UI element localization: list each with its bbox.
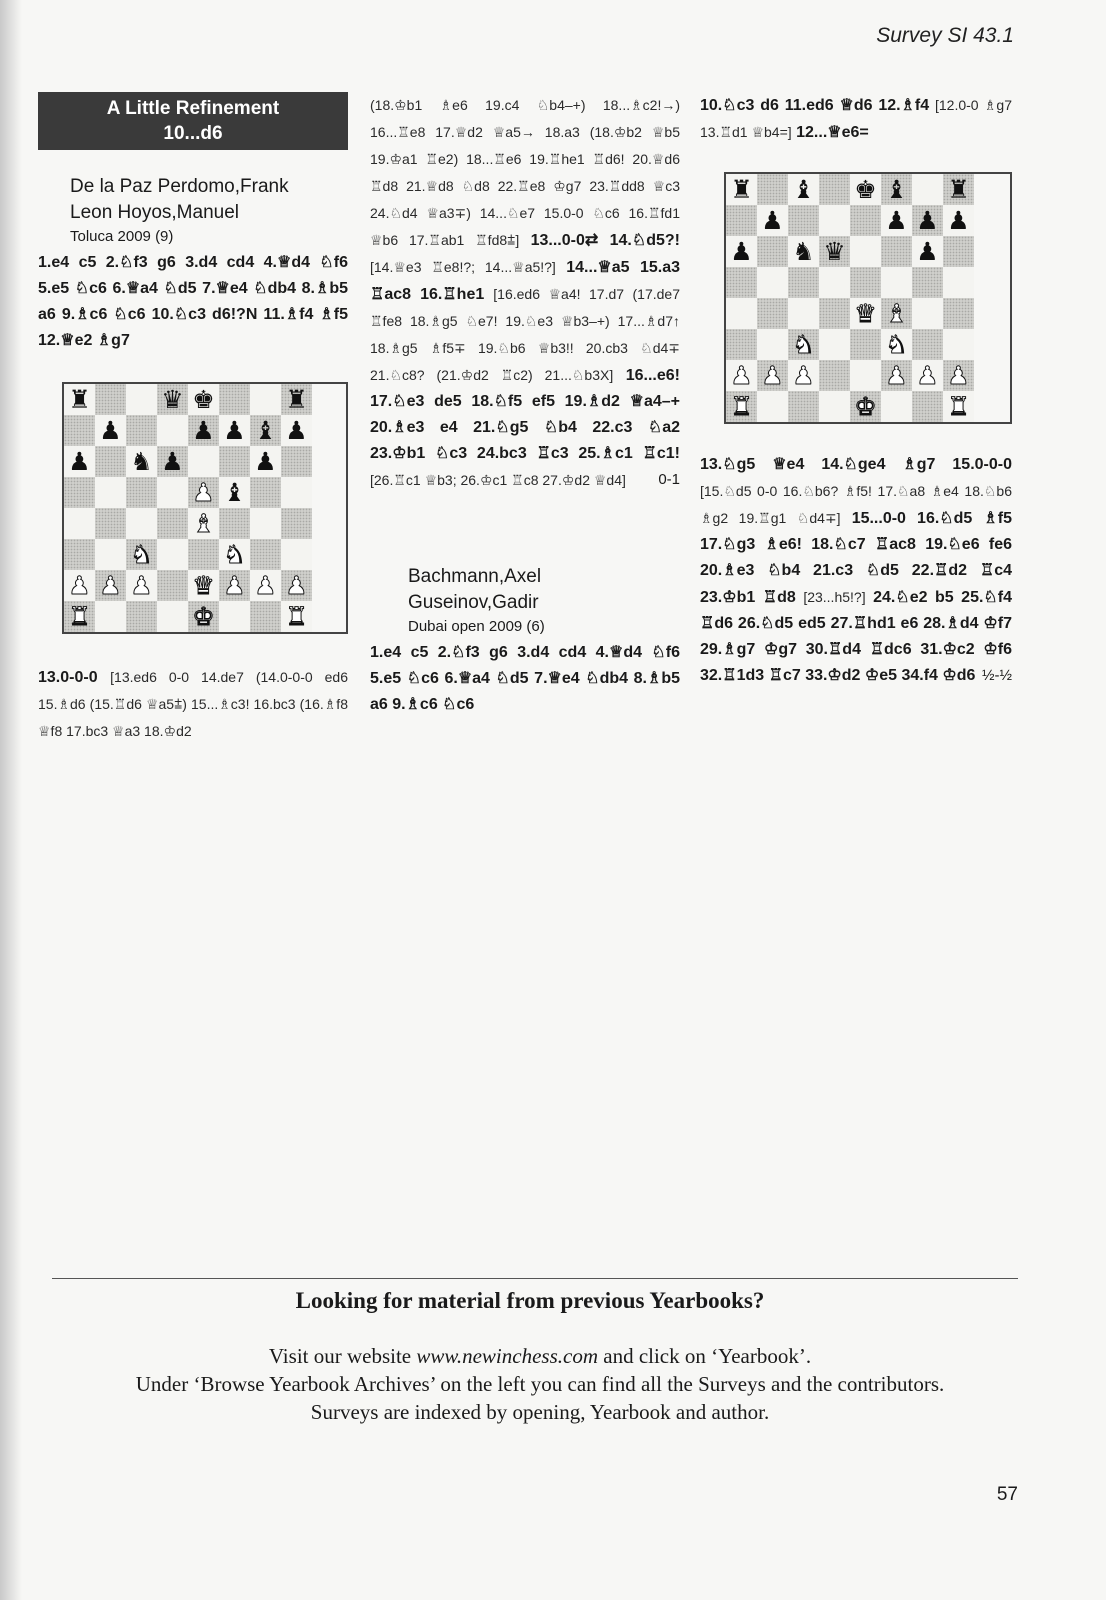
banner-title: A Little Refinement	[106, 98, 280, 119]
board-square	[126, 415, 157, 446]
website-link[interactable]: www.newinchess.com	[416, 1344, 598, 1368]
board-square	[943, 236, 974, 267]
board-square	[281, 539, 312, 570]
board-square	[757, 174, 788, 205]
footer-text: Visit our website www.newinchess.com and click on ‘Yearbook’. Under ‘Browse Yearbook Archives’ on the left you can find all the Surveys and the contributors. Surveys are indexed by opening, Yearbook and author.	[135, 1344, 945, 1424]
board-square	[126, 508, 157, 539]
footer-title: Looking for material from previous Yearbooks?	[295, 1288, 765, 1313]
board-square	[219, 384, 250, 415]
board-square	[95, 384, 126, 415]
game-moves: 1.e4 c5 2.♘f3 g6 3.d4 cd4 4.♕d4 ♘f6 5.e5 ♘c6 6.♕a4 ♘d5 7.♕e4 ♘db4 8.♗b5 a6 9.♗c6 ♘c6 10.♘c3 d6!?N 11.♗f4 ♗f5 12.♕e2 ♗g7	[38, 254, 348, 349]
black-pawn-icon: ♟	[912, 236, 943, 267]
board-square	[281, 508, 312, 539]
black-player: Guseinov,Gadir	[408, 592, 539, 613]
chess-diagram-1	[62, 382, 348, 634]
board-square	[64, 477, 95, 508]
board-square	[757, 236, 788, 267]
game-continuation: 13.0-0-0 [13.ed6 0-0 14.de7 (14.0-0-0 ed6 15.♗d6 (15.♖d6 ♕a5⩲) 15...♗c3! 16.bc3 (16.♗f8 ♕f8 17.bc3 ♕a3 18.♔d2	[38, 669, 348, 739]
black-pawn-icon: ♟	[250, 446, 281, 477]
board-square	[126, 601, 157, 632]
board-square	[912, 391, 943, 422]
white-pawn-icon: ♟	[126, 570, 157, 601]
white-pawn-icon: ♟	[281, 570, 312, 601]
board-square	[157, 415, 188, 446]
black-pawn-icon: ♟	[881, 205, 912, 236]
white-pawn-icon: ♟	[64, 570, 95, 601]
board-square	[726, 329, 757, 360]
white-pawn-icon: ♟	[757, 360, 788, 391]
board-square	[943, 329, 974, 360]
board-square	[819, 205, 850, 236]
board-square	[157, 477, 188, 508]
black-pawn-icon: ♟	[219, 415, 250, 446]
black-rook-icon: ♜	[281, 384, 312, 415]
black-queen-icon: ♛	[819, 236, 850, 267]
board-square	[912, 267, 943, 298]
board-square	[819, 360, 850, 391]
game-result: 0-1	[658, 471, 680, 488]
board-square	[757, 391, 788, 422]
black-player: Leon Hoyos,Manuel	[70, 202, 239, 223]
board-square	[850, 205, 881, 236]
white-rook-icon: ♜	[726, 391, 757, 422]
column-middle	[370, 92, 680, 718]
board-square	[757, 329, 788, 360]
black-rook-icon: ♜	[943, 174, 974, 205]
board-square	[943, 298, 974, 329]
board-square	[726, 298, 757, 329]
board-square	[850, 236, 881, 267]
game-continuation: 13.♘g5 ♕e4 14.♘ge4 ♗g7 15.0-0-0 [15.♘d5 0-0 16.♘b6? ♗f5! 17.♘a8 ♗e4 18.♘b6 ♗g2 19.♖g1 ♘d4∓] 15...0-0 16.♘d5 ♗f5 17.♘g3 ♗e6! 18.♘c7 ♖ac8 19.♘e6 fe6 20.♗e3 ♘b4 21.c3 ♘d5 22.♖d2 ♖c4 23.♔b1 ♖d8 [23...h5!?] 24.♘e2 b5 25.♘f4 ♖d6 26.♘d5 ed5 27.♖hd1 e6 28.♗d4 ♔f7 29.♗g7 ♔g7 30.♖d4 ♖dc6 31.♔c2 ♔f6 32.♖1d3 ♖c7 33.♔d2 ♔e5 34.f4 ♔d6 ½-½	[700, 452, 1012, 689]
black-pawn-icon: ♟	[157, 446, 188, 477]
board-square	[95, 508, 126, 539]
board-square	[250, 384, 281, 415]
black-pawn-icon: ♟	[912, 205, 943, 236]
board-square	[95, 446, 126, 477]
white-pawn-icon: ♟	[943, 360, 974, 391]
board-square	[912, 174, 943, 205]
white-king-icon: ♚	[850, 391, 881, 422]
board-square	[250, 601, 281, 632]
page-gutter-shadow	[0, 0, 22, 1600]
board-square	[881, 236, 912, 267]
white-pawn-icon: ♟	[219, 570, 250, 601]
board-square	[64, 508, 95, 539]
board-square	[126, 477, 157, 508]
board-square	[157, 601, 188, 632]
black-knight-icon: ♞	[788, 236, 819, 267]
white-player: Bachmann,Axel	[408, 566, 542, 587]
white-pawn-icon: ♟	[881, 360, 912, 391]
white-knight-icon: ♞	[788, 329, 819, 360]
white-pawn-icon: ♟	[188, 477, 219, 508]
board-square	[95, 539, 126, 570]
board-square	[157, 539, 188, 570]
white-queen-icon: ♛	[850, 298, 881, 329]
white-rook-icon: ♜	[281, 601, 312, 632]
board-square	[850, 267, 881, 298]
board-square	[819, 298, 850, 329]
black-bishop-icon: ♝	[219, 477, 250, 508]
board-square	[281, 446, 312, 477]
board-square	[64, 415, 95, 446]
board-square	[726, 205, 757, 236]
game-moves: 1.e4 c5 2.♘f3 g6 3.d4 cd4 4.♕d4 ♘f6 5.e5 ♘c6 6.♕a4 ♘d5 7.♕e4 ♘db4 8.♗b5 a6 9.♗c6 ♘c6	[370, 644, 680, 713]
black-king-icon: ♚	[850, 174, 881, 205]
board-square	[819, 391, 850, 422]
board-square	[95, 477, 126, 508]
black-pawn-icon: ♟	[64, 446, 95, 477]
white-pawn-icon: ♟	[788, 360, 819, 391]
column-left	[38, 92, 348, 745]
board-square	[188, 446, 219, 477]
board-square	[64, 539, 95, 570]
board-square	[95, 601, 126, 632]
event-info: Toluca 2009 (9)	[70, 228, 174, 245]
board-square	[788, 391, 819, 422]
black-rook-icon: ♜	[64, 384, 95, 415]
annotation-block: (18.♔b1 ♗e6 19.c4 ♘b4–+) 18...♗c2!→) 16...♖e8 17.♕d2 ♕a5→ 18.a3 (18.♔b2 ♕b5 19.♔a1 ♖e2) 18...♖e6 19.♖he1 ♖d6! 20.♕d6 ♖d8 21.♕d8 ♘d8 22.♖e8 ♔g7 23.♖dd8 ♕c3 24.♘d4 ♕a3∓) 14...♘e7 15.0-0 ♘c6 16.♖fd1 ♕b6 17.♖ab1 ♖fd8⩲] 13...0-0⇄ 14.♘d5?! [14.♕e3 ♖e8!?; 14...♕a5!?] 14...♕a5 15.a3 ♖ac8 16.♖he1 [16.ed6 ♕a4! 17.d7 (17.de7 ♖fe8 18.♗g5 ♘e7! 19.♘e3 ♕b3–+) 17...♗d7↑ 18.♗g5 ♗f5∓ 19.♘b6 ♕b3!! 20.cb3 ♘d4∓ 21.♘c8? (21.♔d2 ♖c2) 21...♘b3X] 16...e6! 17.♘e3 de5 18.♘f5 ef5 19.♗d2 ♕a4–+ 20.♗e3 e4 21.♘g5 ♘b4 22.c3 ♘a2 23.♔b1 ♘c3 24.bc3 ♖c3 25.♗c1 ♖c1! [26.♖c1 ♕b3; 26.♔c1 ♖c8 27.♔d2 ♕d4] 0-1	[370, 92, 680, 494]
white-player: De la Paz Perdomo,Frank	[70, 176, 289, 197]
black-bishop-icon: ♝	[881, 174, 912, 205]
black-queen-icon: ♛	[157, 384, 188, 415]
black-pawn-icon: ♟	[95, 415, 126, 446]
board-square	[219, 601, 250, 632]
white-bishop-icon: ♝	[881, 298, 912, 329]
black-rook-icon: ♜	[726, 174, 757, 205]
board-square	[881, 391, 912, 422]
white-rook-icon: ♜	[943, 391, 974, 422]
event-info: Dubai open 2009 (6)	[408, 618, 545, 635]
black-bishop-icon: ♝	[250, 415, 281, 446]
white-rook-icon: ♜	[64, 601, 95, 632]
white-queen-icon: ♛	[188, 570, 219, 601]
black-pawn-icon: ♟	[757, 205, 788, 236]
board-square	[757, 298, 788, 329]
white-king-icon: ♚	[188, 601, 219, 632]
game-result: ½-½	[981, 667, 1012, 684]
board-square	[943, 267, 974, 298]
page-number: 57	[996, 1484, 1018, 1505]
chessboard	[62, 382, 348, 634]
footer-divider	[52, 1278, 1018, 1279]
board-square	[126, 384, 157, 415]
board-square	[788, 205, 819, 236]
board-square	[157, 508, 188, 539]
game-moves: 10.♘c3 d6 11.ed6 ♕d6 12.♗f4 [12.0-0 ♗g7 13.♖d1 ♕b4=] 12...♕e6=	[700, 97, 1012, 141]
game-header-1	[38, 174, 348, 248]
section-banner	[38, 92, 348, 150]
board-square	[219, 508, 250, 539]
board-square	[250, 477, 281, 508]
board-square	[188, 539, 219, 570]
black-pawn-icon: ♟	[726, 236, 757, 267]
running-header: Survey SI 43.1	[876, 24, 1014, 47]
board-square	[281, 477, 312, 508]
game-header-2	[370, 564, 680, 638]
white-pawn-icon: ♟	[95, 570, 126, 601]
board-square	[726, 267, 757, 298]
board-square	[881, 267, 912, 298]
chessboard	[724, 172, 1012, 424]
white-knight-icon: ♞	[219, 539, 250, 570]
column-right	[700, 92, 1012, 689]
board-square	[819, 267, 850, 298]
black-pawn-icon: ♟	[281, 415, 312, 446]
white-pawn-icon: ♟	[726, 360, 757, 391]
black-king-icon: ♚	[188, 384, 219, 415]
board-square	[850, 360, 881, 391]
white-knight-icon: ♞	[126, 539, 157, 570]
black-pawn-icon: ♟	[188, 415, 219, 446]
black-knight-icon: ♞	[126, 446, 157, 477]
board-square	[788, 267, 819, 298]
banner-subtitle: 10...d6	[163, 123, 223, 144]
board-square	[250, 508, 281, 539]
white-bishop-icon: ♝	[188, 508, 219, 539]
white-pawn-icon: ♟	[912, 360, 943, 391]
board-square	[157, 570, 188, 601]
board-square	[819, 174, 850, 205]
white-knight-icon: ♞	[881, 329, 912, 360]
white-pawn-icon: ♟	[250, 570, 281, 601]
black-bishop-icon: ♝	[788, 174, 819, 205]
board-square	[250, 539, 281, 570]
board-square	[819, 329, 850, 360]
board-square	[219, 446, 250, 477]
board-square	[912, 298, 943, 329]
board-square	[757, 267, 788, 298]
board-square	[912, 329, 943, 360]
black-pawn-icon: ♟	[943, 205, 974, 236]
chess-diagram-2	[724, 172, 1012, 424]
board-square	[850, 329, 881, 360]
board-square	[788, 298, 819, 329]
